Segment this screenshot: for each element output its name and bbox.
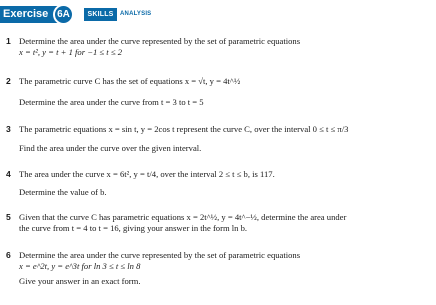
skills-label: SKILLS: [84, 8, 117, 21]
exercise-number-badge: 6A: [53, 4, 74, 25]
skills-tag: ANALYSIS: [120, 11, 152, 17]
question-text: Determine the value of b.: [19, 187, 107, 197]
question-number: 2: [6, 76, 11, 86]
question-number: 4: [6, 169, 11, 179]
question-text: The area under the curve x = 6t², y = t/4, over the interval 2 ≤ t ≤ b, is 117.: [19, 169, 275, 179]
question-equation: x = e^2t, y = e^3t for ln 3 ≤ t ≤ ln 8: [19, 261, 141, 271]
exercise-label: Exercise: [0, 6, 62, 23]
question-number: 6: [6, 250, 11, 260]
question-text: Determine the area under the curve represented by the set of parametric equations: [19, 250, 301, 260]
question-text: The parametric curve C has the set of equations x = √t, y = 4t^½: [19, 76, 241, 86]
question-text: Give your answer in an exact form.: [19, 276, 141, 286]
question-text: the curve from t = 4 to t = 16, giving your answer in the form ln b.: [19, 223, 248, 233]
question-number: 1: [6, 36, 11, 46]
question-number: 5: [6, 212, 11, 222]
question-text: The parametric equations x = sin t, y = 2cos t represent the curve C, over the interval 0 ≤ t ≤ π/3: [19, 124, 349, 134]
question-text: Determine the area under the curve represented by the set of parametric equations: [19, 36, 301, 46]
question-text: Find the area under the curve over the given interval.: [19, 143, 202, 153]
question-text: Determine the area under the curve from t = 3 to t = 5: [19, 97, 204, 107]
question-number: 3: [6, 124, 11, 134]
question-equation: x = t², y = t + 1 for −1 ≤ t ≤ 2: [19, 47, 122, 57]
question-text: Given that the curve C has parametric equations x = 2t^½, y = 4t^−½, determine the area under: [19, 212, 347, 222]
exercise-header: [0, 0, 436, 28]
